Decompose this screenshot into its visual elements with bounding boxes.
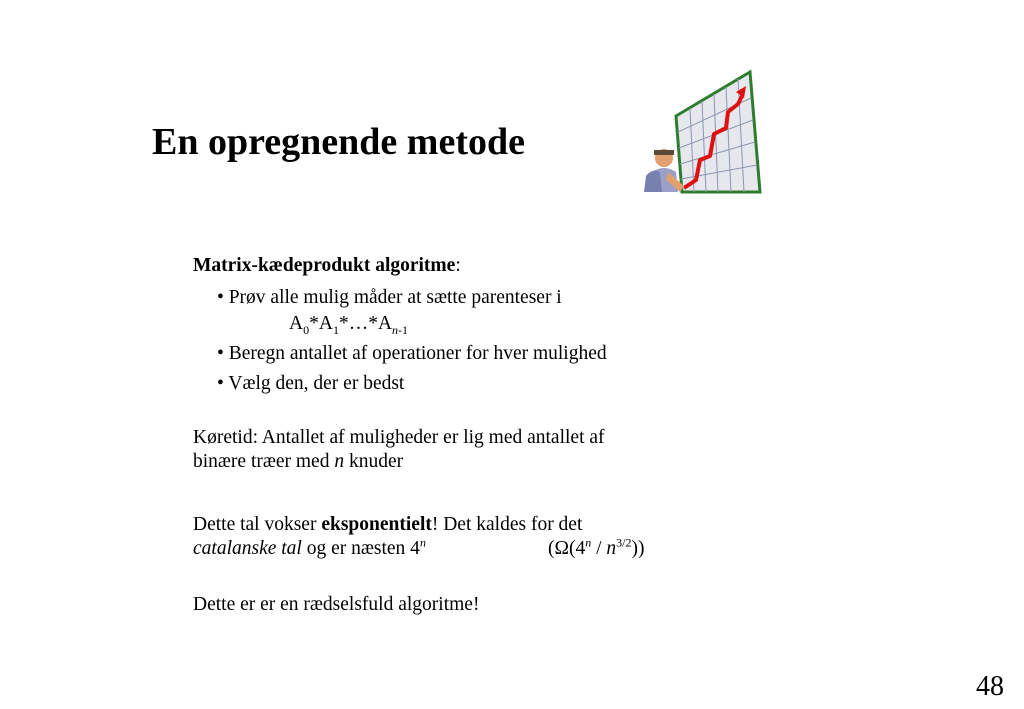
bullet-item: • Prøv alle mulig måder at sætte parenteser i [217,287,562,308]
page-number: 48 [976,671,1004,702]
growth-chart-clipart-icon [638,68,764,194]
omega-expression: $(\Omega(4^n / n^{3/2}))$ [548,535,645,559]
runtime-line-2: binære træer med n knuder [193,451,404,472]
matrix-product-expression: $A_0*A_1*\dots*A_{n-1}$ [289,313,409,337]
runtime-line-1: Køretid: Antallet af muligheder er lig med antallet af [193,427,605,448]
conclusion-text: Dette er er en rædselsfuld algoritme! [193,594,480,615]
algorithm-heading: Matrix-kædeprodukt algoritme: [193,255,461,276]
growth-line-1: Dette tal vokser eksponentielt! Det kaldes for det [193,514,583,535]
growth-line-2: catalanske tal og er næsten 4$^n$ [193,535,426,559]
bullet-item: • Vælg den, der er bedst [217,373,405,394]
slide-title: En opregnende metode [152,121,525,163]
bullet-item: • Beregn antallet af operationer for hver mulighed [217,343,607,364]
